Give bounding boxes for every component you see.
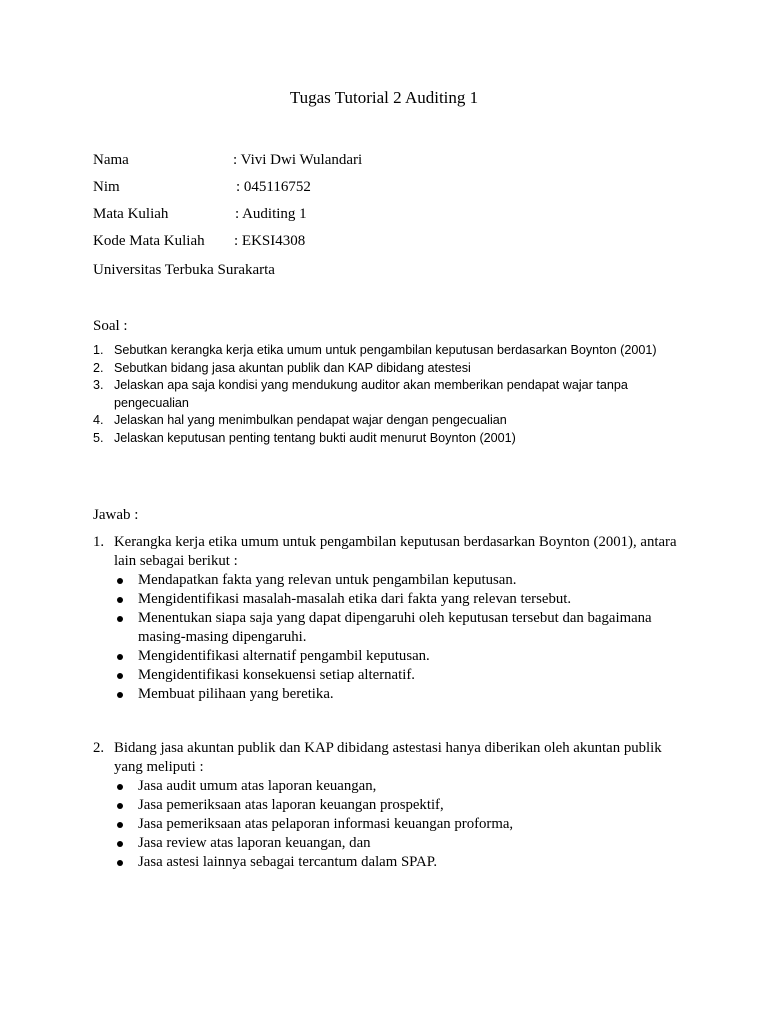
bullet-icon [117,822,123,828]
info-value: : EKSI4308 [234,233,306,249]
soal-item [93,342,693,360]
soal-item [93,412,693,430]
jawab-item-1 [93,533,693,704]
info-value: : 045116752 [236,179,311,195]
bullet-text: Jasa review atas laporan keuangan, dan [138,835,371,851]
bullet-icon [117,784,123,790]
soal-number: 3. [93,378,104,393]
bullet-text: Mengidentifikasi konsekuensi setiap alternatif. [138,667,415,683]
soal-item [93,360,693,378]
jawab-item [93,739,693,872]
bullet-icon [117,597,123,603]
jawab-heading: Jawab : [93,507,139,523]
soal-text: Jelaskan hal yang menimbulkan pendapat wajar dengan pengecualian [114,413,507,428]
university-line: Universitas Terbuka Surakarta [93,262,275,278]
info-row-nama [93,150,363,170]
jawab-number: 2. [93,740,105,756]
soal-text: Sebutkan kerangka kerja etika umum untuk pengambilan keputusan berdasarkan Boynton (2001) [114,343,657,357]
bullet-text: Mengidentifikasi masalah-masalah etika dari fakta yang relevan tersebut. [138,591,572,607]
info-value: : Vivi Dwi Wulandari [233,152,363,168]
bullet-item [114,609,693,647]
soal-number: 2. [93,360,104,375]
bullet-item [114,590,693,609]
bullet-text: Jasa audit umum atas laporan keuangan, [138,778,377,794]
bullet-item [114,815,693,834]
info-row-nim [93,177,311,197]
bullet-icon [117,654,123,660]
info-value: : Auditing 1 [235,206,307,222]
bullet-icon [117,673,123,679]
bullet-text: Mendapatkan fakta yang relevan untuk pengambilan keputusan. [138,572,517,588]
bullet-item [114,666,693,685]
bullet-list [114,571,693,704]
soal-number: 1. [93,343,104,357]
jawab-number: 1. [93,534,105,550]
bullet-icon [117,860,123,866]
jawab-text: Bidang jasa akuntan publik dan KAP dibidang astestasi hanya diberikan oleh akuntan publik yang meliputi : [114,740,662,775]
soal-text: Sebutkan bidang jasa akuntan publik dan KAP dibidang atestesi [114,360,471,375]
soal-text: Jelaskan keputusan penting tentang bukti audit menurut Boynton (2001) [114,430,516,445]
bullet-icon [117,803,123,809]
bullet-item [114,796,693,815]
document-title: Tugas Tutorial 2 Auditing 1 [289,88,479,107]
bullet-text: Jasa pemeriksaan atas pelaporan informasi keuangan proforma, [138,816,514,832]
bullet-text: Menentukan siapa saja yang dapat dipengaruhi oleh keputusan tersebut dan bagaimana masing-masing dipengaruhi. [138,610,652,645]
soal-number: 5. [93,430,104,445]
bullet-list [114,777,693,872]
bullet-item [114,685,693,704]
bullet-text: Membuat pilihaan yang beretika. [138,686,334,702]
bullet-icon [117,616,123,622]
info-row-mata-kuliah [93,204,307,224]
bullet-icon [117,841,123,847]
bullet-icon [117,578,123,584]
soal-item [93,430,693,448]
bullet-text: Mengidentifikasi alternatif pengambil keputusan. [138,648,430,664]
bullet-icon [117,692,123,698]
soal-text: Jelaskan apa saja kondisi yang mendukung auditor akan memberikan pendapat wajar tanpa pengecualian [114,378,628,410]
info-label: Nama [93,152,129,168]
info-label: Kode Mata Kuliah [93,233,205,249]
bullet-item [114,571,693,590]
info-label: Nim [93,179,120,195]
soal-list [93,342,693,448]
info-label: Mata Kuliah [93,206,169,222]
jawab-text: Kerangka kerja etika umum untuk pengambilan keputusan berdasarkan Boynton (2001), antara lain sebagai berikut : [114,534,677,569]
soal-number: 4. [93,413,104,428]
bullet-text: Jasa pemeriksaan atas laporan keuangan prospektif, [138,797,444,813]
bullet-item [114,834,693,853]
bullet-item [114,853,693,872]
soal-heading: Soal : [93,318,128,334]
bullet-text: Jasa astesi lainnya sebagai tercantum dalam SPAP. [138,854,438,870]
bullet-item [114,777,693,796]
bullet-item [114,647,693,666]
soal-item [93,377,693,412]
jawab-item-2 [93,739,693,872]
jawab-item [93,533,693,704]
info-row-kode-mata-kuliah [93,231,306,251]
